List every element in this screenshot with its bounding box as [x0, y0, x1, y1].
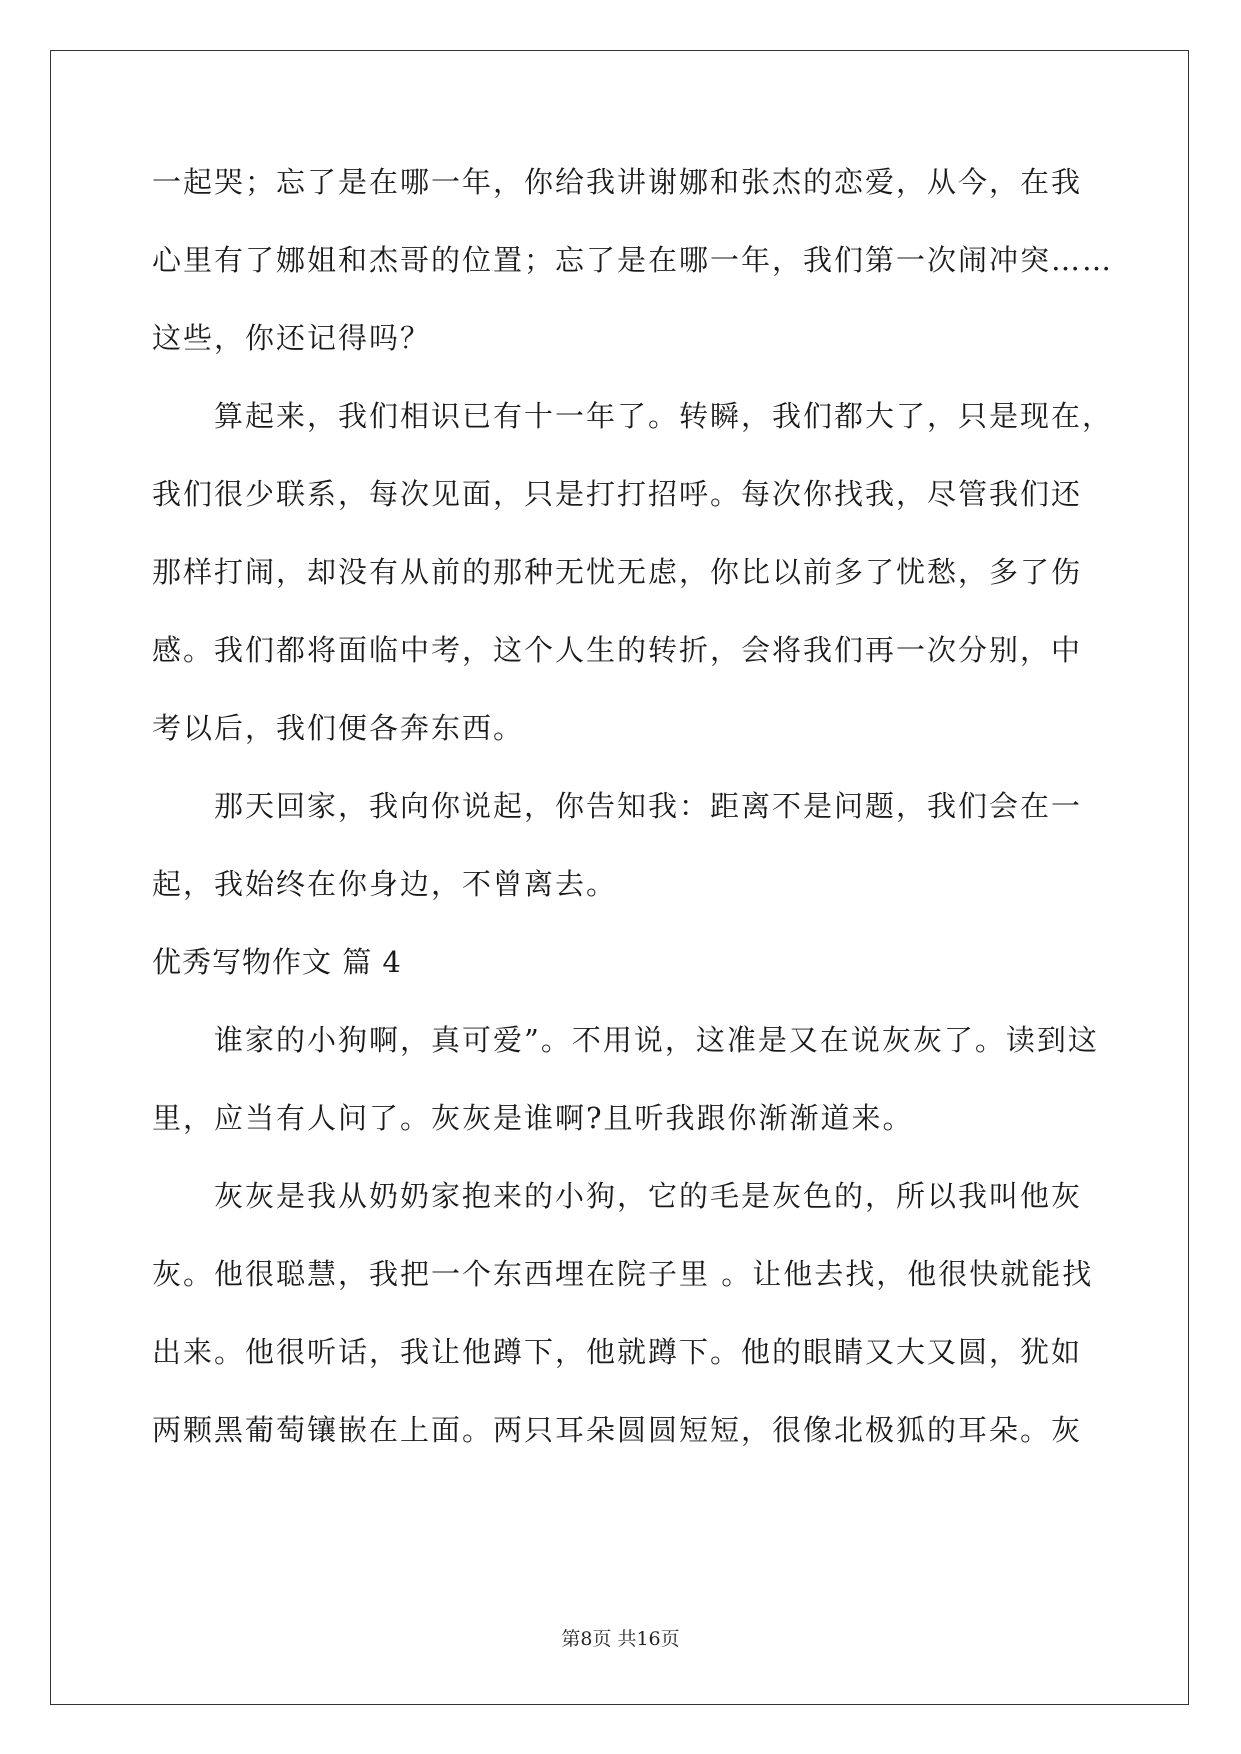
text-line: 灰。他很聪慧，我把一个东西埋在院子里 。让他去找，他很快就能找	[152, 1257, 1094, 1291]
text-line: 考以后，我们便各奔东西。	[152, 711, 525, 745]
document-body	[152, 162, 1114, 1488]
page-number-footer: 第8页 共16页	[561, 1628, 680, 1650]
text-line: 我们很少联系，每次见面，只是打打招呼。每次你找我，尽管我们还	[152, 477, 1083, 511]
text-line: 这些，你还记得吗？	[152, 321, 432, 355]
text-line: 心里有了娜姐和杰哥的位置；忘了是在哪一年，我们第一次闹冲突……	[152, 243, 1114, 277]
text-line: 出来。他很听话，我让他蹲下，他就蹲下。他的眼睛又大又圆，犹如	[152, 1335, 1083, 1369]
paragraph-start-line: 算起来，我们相识已有十一年了。转瞬，我们都大了，只是现在，	[214, 399, 1114, 433]
paragraph-start-line: 那天回家，我向你说起，你告知我：距离不是问题，我们会在一	[214, 789, 1083, 823]
paragraph-start-line: 灰灰是我从奶奶家抱来的小狗，它的毛是灰色的，所以我叫他灰	[214, 1179, 1083, 1213]
section-heading: 优秀写物作文 篇 4	[152, 945, 402, 979]
text-line: 两颗黑葡萄镶嵌在上面。两只耳朵圆圆短短，很像北极狐的耳朵。灰	[152, 1413, 1083, 1447]
text-line: 一起哭；忘了是在哪一年，你给我讲谢娜和张杰的恋爱，从今，在我	[152, 165, 1083, 199]
paragraph-start-line: 谁家的小狗啊，真可爱”。不用说，这准是又在说灰灰了。读到这	[214, 1023, 1099, 1057]
text-line: 那样打闹，却没有从前的那种无忧无虑，你比以前多了忧愁，多了伤	[152, 555, 1083, 589]
text-line: 里，应当有人问了。灰灰是谁啊?且听我跟你渐渐道来。	[152, 1101, 914, 1135]
text-line: 起，我始终在你身边，不曾离去。	[152, 867, 618, 901]
text-line: 感。我们都将面临中考，这个人生的转折，会将我们再一次分别，中	[152, 633, 1083, 667]
